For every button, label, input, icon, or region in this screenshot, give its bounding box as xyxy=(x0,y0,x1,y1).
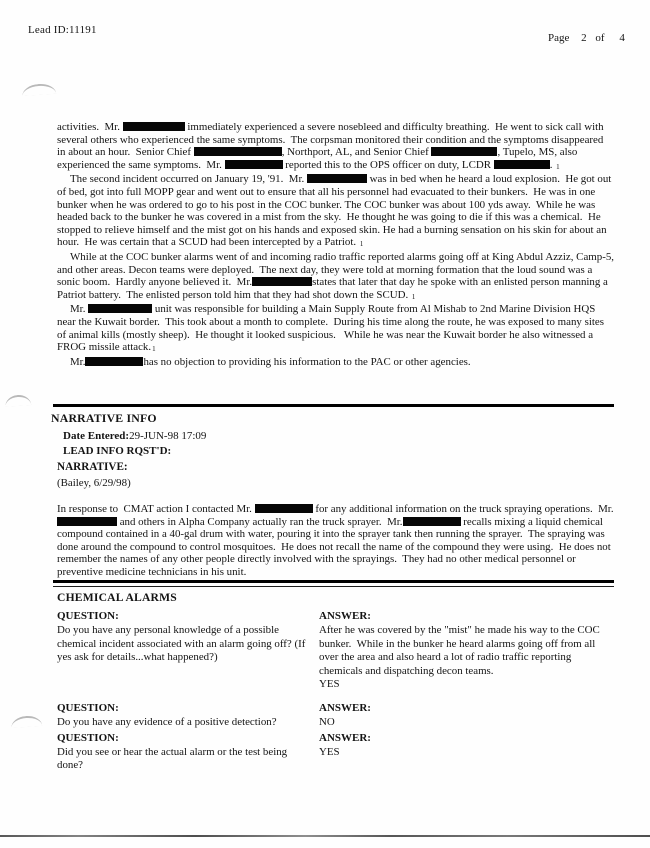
narrative-paragraph: In response to CMAT action I contacted Mr. for any additional information on the truck spraying operations. Mr. and others in Alpha Company actually ran the truck sprayer. Mr. recalls mixing a liquid chemical compound contained in a 40-gal drum with water, pouring it into the sprayer tank then running the sprayer. The spraying was done around the compound to control mosquitoes. He does not recall the name of the compound they were using. He does not remember the names of any other people directly involved with the sprayings. They had no other medical personnel or preventive medicine technicians in his unit. xyxy=(57,503,617,578)
lead-id: Lead ID:11191 xyxy=(28,24,97,36)
paragraph: The second incident occurred on January 19, '91. Mr. was in bed when he heard a loud explosion. He got out of bed, got into full MOPP gear and went out to ensure that all his personnel had evacuated to their bunkers. He was in one bunker when he was ordered to go to his post in the COC bunker. The COC bunker was about 100 yds away. While he was headed back to the bunker he was covered in a mist from the sky. He thought he was going to die if this was a chemical. He stopped to relieve himself and the mist got on his hands and exposed skin. He had a burning sensation on his skin for about an hour. He was certain that a SCUD had been intercepted by a Patriot. 1 xyxy=(57,173,615,249)
of-word: of xyxy=(595,32,605,44)
answer-column xyxy=(319,732,614,760)
answer-line: After he was covered by the "mist" he made his way to the COC bunker. While in the bunker he heard alarms going off from all over the area and also heard a lot of radio traffic reporting chemicals and dispatching decon teams. xyxy=(319,624,603,677)
narrative-label: NARRATIVE: xyxy=(57,461,128,473)
lead-info-rqstd-label: LEAD INFO RQST'D: xyxy=(63,445,172,457)
pen-arc-icon xyxy=(11,715,43,728)
redaction-bar xyxy=(252,277,312,286)
section-divider xyxy=(53,404,614,407)
date-entered-row xyxy=(63,430,611,442)
note-reference: 1 xyxy=(411,292,416,301)
section-divider-double xyxy=(53,580,614,587)
paragraph: While at the COC bunker alarms went of and incoming radio traffic reported alarms going off at King Abdul Azziz, Camp-5, and other areas. Decon teams were deployed. The next day, they were told at morning formation that the loud sound was a sonic boom. Hardly anyone believed it. Mr. states that later that day he spoke with an enlisted person manning a Patriot battery. The enlisted person told him that they had shot down the SCUD. 1 xyxy=(57,250,617,301)
answer-label: ANSWER: xyxy=(319,610,371,622)
date-entered-label: Date Entered: xyxy=(63,430,130,442)
answer-column xyxy=(319,610,614,692)
answer-text xyxy=(319,716,614,730)
question-label: QUESTION: xyxy=(57,701,119,714)
qa-row xyxy=(57,702,614,730)
redaction-bar xyxy=(307,174,367,183)
page-indicator xyxy=(548,32,625,44)
note-reference: 1 xyxy=(152,345,156,354)
note-reference: 1 xyxy=(359,240,364,249)
body-paragraphs xyxy=(57,121,617,368)
narrative-info-section xyxy=(51,411,611,457)
chemical-alarms-section xyxy=(57,591,614,773)
question-label: QUESTION: xyxy=(57,731,119,744)
answer-label: ANSWER: xyxy=(319,731,371,744)
paragraph: activities. Mr. immediately experienced a severe nosebleed and difficulty breathing. He went to sick call with several others who experienced the same symptoms. The corpsman monitored their condition and the symptoms disappeared in about an hour. Senior Chief , Northport, AL, and Senior Chief , Tupelo, MS, also experienced the same symptoms. Mr. reported this to the OPS officer on duty, LCDR . 1 xyxy=(57,121,607,171)
qa-row xyxy=(57,610,614,692)
note-reference: 1 xyxy=(556,162,560,171)
page-number: 2 xyxy=(581,32,587,44)
answer-line: NO xyxy=(319,715,335,728)
bottom-scan-line xyxy=(0,835,650,837)
answer-line: YES xyxy=(319,678,340,691)
question-text: Do you have any evidence of a positive detection? xyxy=(57,715,277,728)
date-entered-value: 29-JUN-98 17:09 xyxy=(129,430,207,442)
question-column xyxy=(57,610,315,665)
redaction-bar xyxy=(194,147,282,156)
question-column xyxy=(57,732,315,773)
answer-line: YES xyxy=(319,745,340,758)
narrative-byline: (Bailey, 6/29/98) xyxy=(57,477,131,489)
answer-label: ANSWER: xyxy=(319,701,371,714)
redaction-bar xyxy=(123,122,185,131)
redaction-bar xyxy=(431,147,497,156)
redaction-bar xyxy=(88,304,152,313)
pen-arc-icon xyxy=(22,83,57,96)
answer-text xyxy=(319,746,614,760)
redaction-bar xyxy=(255,504,313,513)
paragraph: Mr. has no objection to providing his information to the PAC or other agencies. xyxy=(70,355,471,368)
question-text: Do you have any personal knowledge of a possible chemical incident associated with an alarm going off? (If yes ask for details...what happened?) xyxy=(57,624,309,664)
question-label: QUESTION: xyxy=(57,610,119,622)
chemical-alarms-title: CHEMICAL ALARMS xyxy=(57,591,177,604)
narrative-section xyxy=(57,461,617,579)
answer-column xyxy=(319,702,614,730)
question-column xyxy=(57,702,315,730)
answer-text xyxy=(319,624,614,692)
qa-row xyxy=(57,732,614,773)
pen-arc-icon xyxy=(5,394,32,407)
redaction-bar xyxy=(57,517,117,526)
page-total: 4 xyxy=(619,32,625,44)
redaction-bar xyxy=(225,160,283,169)
paragraph: Mr. unit was responsible for building a Main Supply Route from Al Mishab to 2nd Marine Division HQS near the Kuwait border. This took about a month to complete. During his time along the route, he was exposed to many sites of animal kills (mostly sheep). He thought it looked suspicious. While he was near the Kuwait border he also witnessed a FROG missile attack.1 xyxy=(57,303,607,354)
redaction-bar xyxy=(494,160,550,169)
redaction-bar xyxy=(403,517,461,526)
narrative-info-title: NARRATIVE INFO xyxy=(51,411,157,425)
page-word: Page xyxy=(548,32,570,44)
redaction-bar xyxy=(85,357,143,366)
question-text: Did you see or hear the actual alarm or the test being done? xyxy=(57,745,290,772)
